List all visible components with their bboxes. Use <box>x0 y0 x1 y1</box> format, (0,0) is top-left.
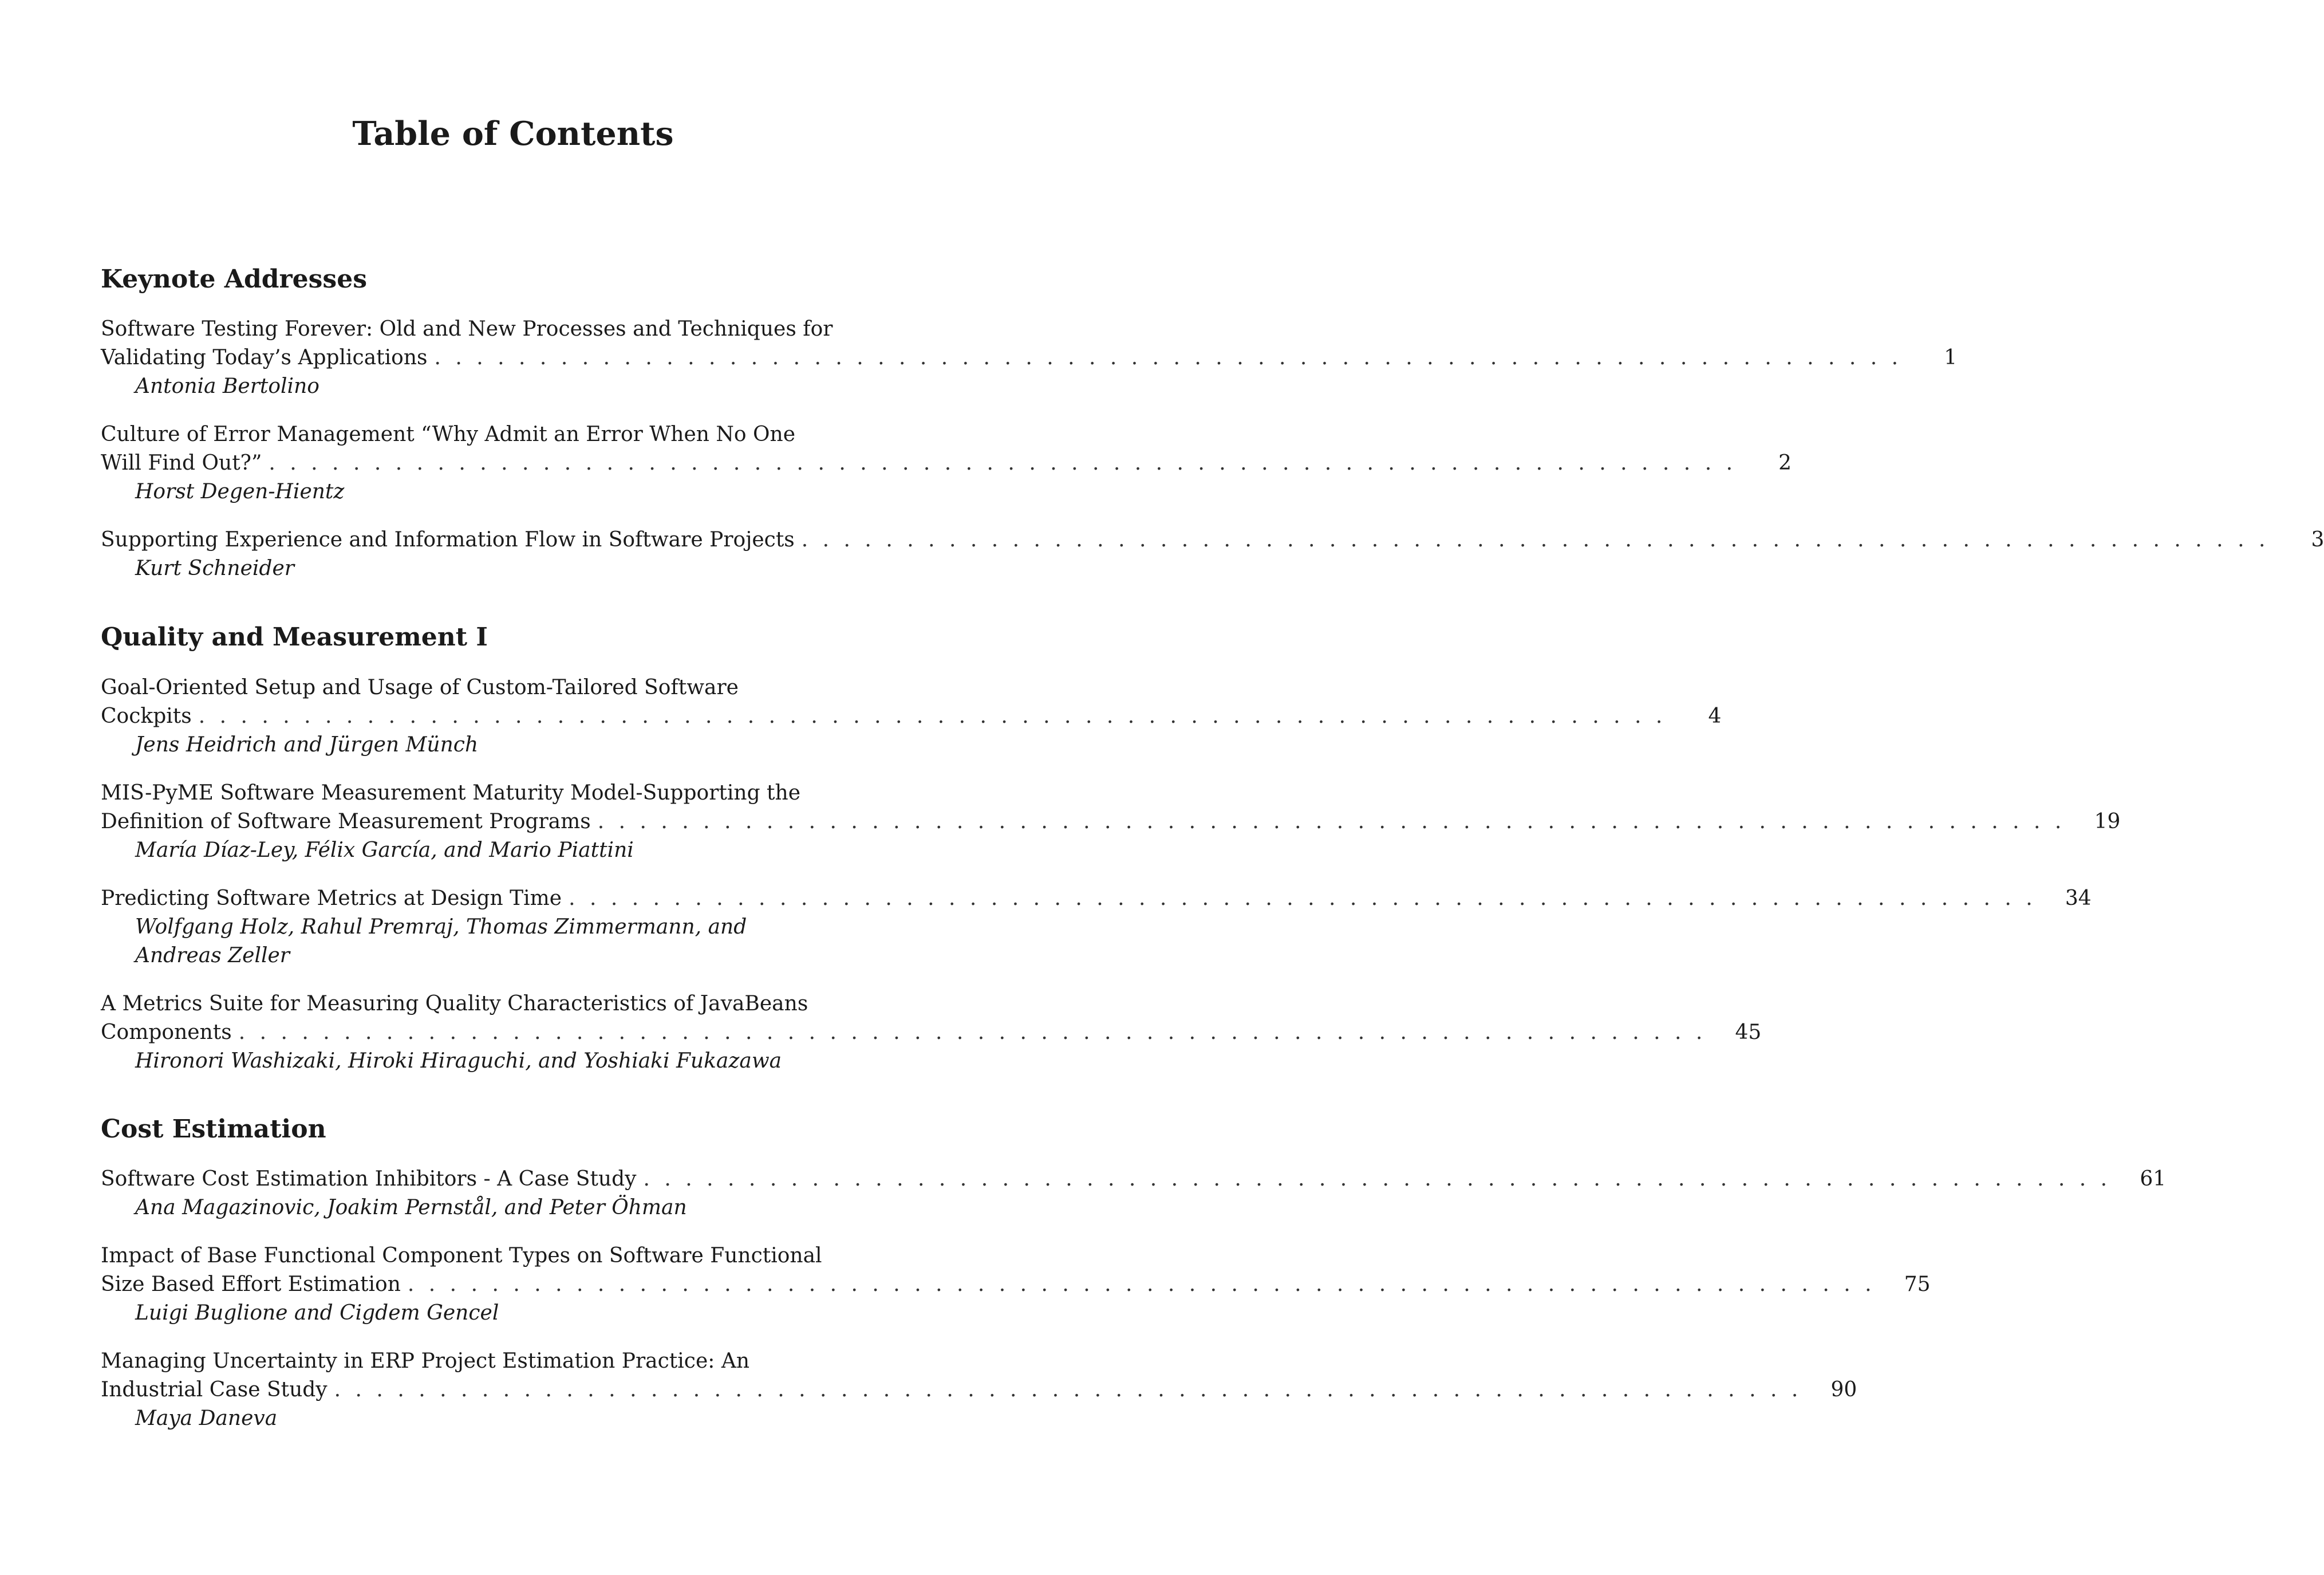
page-number: 34 <box>2065 887 2092 910</box>
section-title: Quality and Measurement I <box>101 623 488 652</box>
entry-title-text: Size Based Effort Estimation <box>101 1273 401 1296</box>
entry-authors: Wolfgang Holz, Rahul Premraj, Thomas Zimmermann, and <box>135 915 747 939</box>
entry-authors: Andreas Zeller <box>135 944 290 967</box>
entry-title-text: Industrial Case Study <box>101 1378 328 1401</box>
dot-leader: . . . . . . . . . . . . . . . . . . . . . . . . . . . . . . . . . . . . . . . . . . . . . . . . . . . . . . . . . . . . . . . . . . . . . . <box>643 1167 2112 1191</box>
dot-leader: . . . . . . . . . . . . . . . . . . . . . . . . . . . . . . . . . . . . . . . . . . . . . . . . . . . . . . . . . . . . . . . . . . . . . . <box>198 704 1667 728</box>
page-number: 90 <box>1830 1378 1857 1401</box>
entry-authors: Ana Magazinovic, Joakim Pernstål, and Peter Öhman <box>135 1196 687 1219</box>
dot-leader: . . . . . . . . . . . . . . . . . . . . . . . . . . . . . . . . . . . . . . . . . . . . . . . . . . . . . . . . . . . . . . . . . . . . . . <box>434 346 1903 369</box>
entry-title-line[interactable]: A Metrics Suite for Measuring Quality Characteristics of JavaBeans <box>101 992 808 1015</box>
entry-title-line[interactable]: MIS-PyME Software Measurement Maturity Model-Supporting the <box>101 781 801 805</box>
entry-authors: Luigi Buglione and Cigdem Gencel <box>135 1301 499 1325</box>
entry-authors: María Díaz-Ley, Félix García, and Mario Piattini <box>135 838 634 862</box>
entry-title-line[interactable]: Managing Uncertainty in ERP Project Estimation Practice: An <box>101 1349 749 1373</box>
page-number: 4 <box>1708 704 1722 728</box>
dot-leader: . . . . . . . . . . . . . . . . . . . . . . . . . . . . . . . . . . . . . . . . . . . . . . . . . . . . . . . . . . . . . . . . . . . . . . <box>569 887 2037 910</box>
entry-title-line[interactable] <box>101 1018 1762 1047</box>
entry-title-text: Will Find Out?” <box>101 451 262 475</box>
entry-title-text: Components <box>101 1021 232 1044</box>
page-title: Table of Contents <box>352 115 674 153</box>
entry-title-text: Predicting Software Metrics at Design Time <box>101 887 562 910</box>
entry-title-line[interactable] <box>101 1376 1857 1404</box>
entry-title-line[interactable]: Impact of Base Functional Component Types on Software Functional <box>101 1244 822 1267</box>
page-number: 2 <box>1778 451 1792 475</box>
entry-authors: Jens Heidrich and Jürgen Münch <box>135 733 479 757</box>
page-number: 3 <box>2311 528 2324 552</box>
entry-title-line[interactable] <box>101 526 2324 554</box>
entry-authors: Hironori Washizaki, Hiroki Hiraguchi, and Yoshiaki Fukazawa <box>135 1049 782 1073</box>
dot-leader: . . . . . . . . . . . . . . . . . . . . . . . . . . . . . . . . . . . . . . . . . . . . . . . . . . . . . . . . . . . . . . . . . . . . . . <box>334 1378 1802 1401</box>
dot-leader: . . . . . . . . . . . . . . . . . . . . . . . . . . . . . . . . . . . . . . . . . . . . . . . . . . . . . . . . . . . . . . . . . . . . . . <box>238 1021 1707 1044</box>
entry-title-line[interactable] <box>101 884 2092 913</box>
entry-title-line[interactable] <box>101 702 1722 731</box>
entry-authors: Horst Degen-Hientz <box>135 480 345 503</box>
entry-title-text: Definition of Software Measurement Programs <box>101 810 591 833</box>
dot-leader: . . . . . . . . . . . . . . . . . . . . . . . . . . . . . . . . . . . . . . . . . . . . . . . . . . . . . . . . . . . . . . . . . . . . . . <box>269 451 1737 475</box>
entry-title-text: Cockpits <box>101 704 192 728</box>
entry-authors: Antonia Bertolino <box>135 375 319 398</box>
section-title: Keynote Addresses <box>101 265 367 294</box>
entry-title-line[interactable]: Culture of Error Management “Why Admit an Error When No One <box>101 423 796 446</box>
dot-leader: . . . . . . . . . . . . . . . . . . . . . . . . . . . . . . . . . . . . . . . . . . . . . . . . . . . . . . . . . . . . . . . . . . . . . . <box>597 810 2066 833</box>
entry-title-line[interactable] <box>101 808 2121 836</box>
entry-title-line[interactable]: Software Testing Forever: Old and New Processes and Techniques for <box>101 317 833 341</box>
entry-title-line[interactable] <box>101 1270 1931 1299</box>
entry-title-line[interactable] <box>101 449 1792 478</box>
page-number: 45 <box>1735 1021 1762 1044</box>
section-title: Cost Estimation <box>101 1115 326 1144</box>
entry-title-line[interactable]: Goal-Oriented Setup and Usage of Custom-Tailored Software <box>101 676 739 699</box>
entry-authors: Maya Daneva <box>135 1407 278 1430</box>
page-number: 19 <box>2094 810 2121 833</box>
dot-leader: . . . . . . . . . . . . . . . . . . . . . . . . . . . . . . . . . . . . . . . . . . . . . . . . . . . . . . . . . . . . . . . . . . . . . . <box>801 528 2270 552</box>
entry-title-text: Validating Today’s Applications <box>101 346 428 369</box>
dot-leader: . . . . . . . . . . . . . . . . . . . . . . . . . . . . . . . . . . . . . . . . . . . . . . . . . . . . . . . . . . . . . . . . . . . . . . <box>407 1273 1876 1296</box>
entry-title-text: Supporting Experience and Information Flow in Software Projects <box>101 528 795 552</box>
page-number: 61 <box>2140 1167 2167 1191</box>
entry-title-line[interactable] <box>101 344 1958 372</box>
page-number: 75 <box>1904 1273 1931 1296</box>
entry-title-line[interactable] <box>101 1165 2167 1194</box>
entry-title-text: Software Cost Estimation Inhibitors - A Case Study <box>101 1167 637 1191</box>
page-number: 1 <box>1944 346 1958 369</box>
entry-authors: Kurt Schneider <box>135 557 294 580</box>
